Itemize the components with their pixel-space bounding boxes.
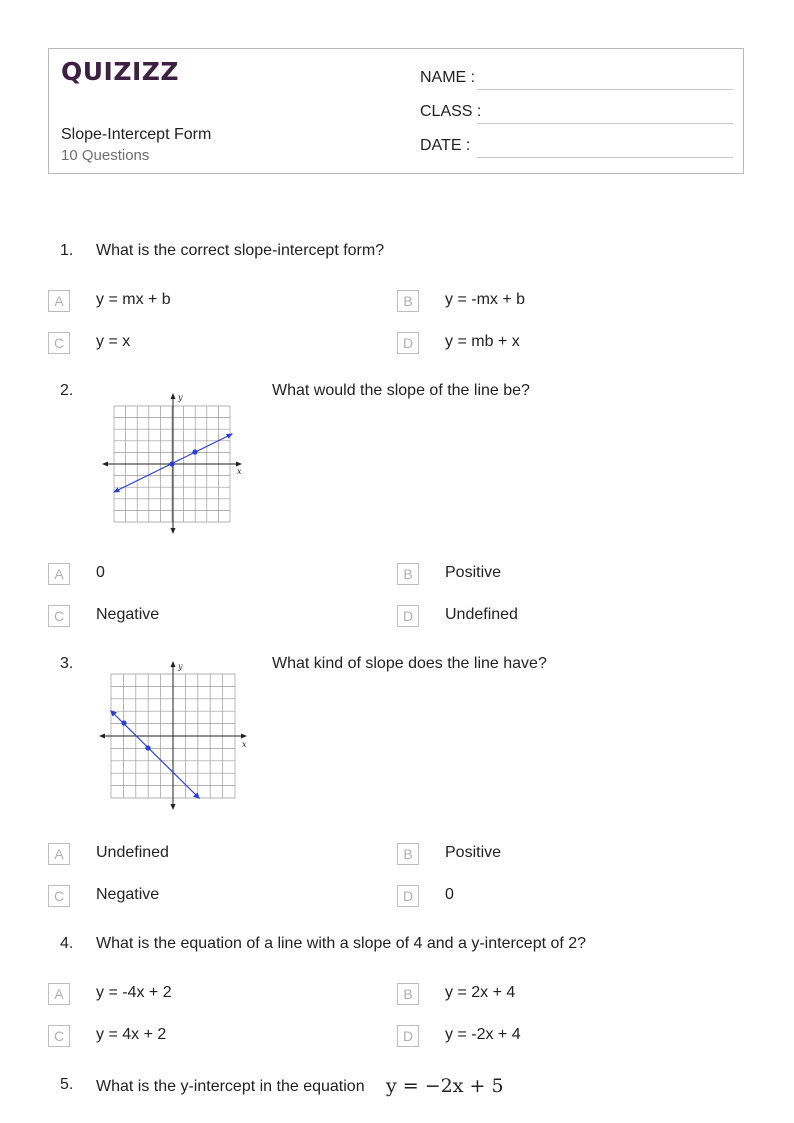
y-axis-arrow-down (171, 804, 176, 810)
q3-option-d-text: 0 (445, 886, 454, 903)
q1-option-d-box[interactable]: D (397, 332, 419, 354)
worksheet-title: Slope-Intercept Form (61, 126, 212, 143)
question-5-equation: y = −2x + 5 (386, 1075, 504, 1097)
date-label: DATE : (420, 137, 471, 154)
question-count: 10 Questions (61, 147, 150, 164)
point-1 (121, 720, 126, 725)
point-1 (169, 461, 174, 466)
q4-option-b-text: y = 2x + 4 (445, 984, 516, 1001)
y-axis-label: y (178, 393, 183, 402)
question-3-text: What kind of slope does the line have? (272, 655, 547, 672)
q2-option-d-text: Undefined (445, 606, 518, 623)
date-line[interactable] (477, 157, 733, 158)
q3-option-c-box[interactable]: C (48, 885, 70, 907)
question-4-number: 4. (60, 935, 74, 952)
x-axis-arrow-left (99, 734, 105, 739)
x-axis-arrow-right (236, 462, 242, 467)
q4-option-a-text: y = -4x + 2 (96, 984, 172, 1001)
q1-option-c-text: y = x (96, 333, 131, 350)
q2-option-d-box[interactable]: D (397, 605, 419, 627)
x-axis-arrow-left (102, 462, 108, 467)
q2-option-c-text: Negative (96, 606, 160, 623)
x-axis-arrow-right (241, 734, 247, 739)
q2-option-a-text: 0 (96, 564, 105, 581)
question-2-number: 2. (60, 382, 74, 399)
y-axis-arrow-up (171, 393, 176, 399)
question-5-number: 5. (60, 1076, 74, 1093)
q1-option-b-box[interactable]: B (397, 290, 419, 312)
q4-option-a-box[interactable]: A (48, 983, 70, 1005)
q3-option-b-text: Positive (445, 844, 502, 861)
q3-option-b-box[interactable]: B (397, 843, 419, 865)
quizizz-logo: QUIZIZZ (61, 57, 180, 86)
q2-option-b-text: Positive (445, 564, 502, 581)
name-label: NAME : (420, 69, 476, 86)
question-2-text: What would the slope of the line be? (272, 382, 530, 399)
class-label: CLASS : (420, 103, 482, 120)
q1-option-a-box[interactable]: A (48, 290, 70, 312)
q3-option-a-text: Undefined (96, 844, 169, 861)
question-1-text: What is the correct slope-intercept form? (96, 242, 385, 259)
y-axis-arrow-up (171, 661, 176, 667)
q1-option-b-text: y = -mx + b (445, 291, 526, 308)
point-2 (145, 745, 150, 750)
y-axis-label: y (178, 662, 183, 671)
q4-option-b-box[interactable]: B (397, 983, 419, 1005)
q3-line-graph (98, 660, 250, 812)
point-2 (192, 449, 197, 454)
q3-option-a-box[interactable]: A (48, 843, 70, 865)
y-axis-arrow-down (171, 528, 176, 534)
q1-option-d-text: y = mb + x (445, 333, 520, 350)
q4-option-d-box[interactable]: D (397, 1025, 419, 1047)
q4-option-c-text: y = 4x + 2 (96, 1026, 167, 1043)
q2-option-a-box[interactable]: A (48, 563, 70, 585)
question-3-number: 3. (60, 655, 74, 672)
q2-option-c-box[interactable]: C (48, 605, 70, 627)
q4-option-c-box[interactable]: C (48, 1025, 70, 1047)
question-5-text: What is the y-intercept in the equation (96, 1078, 365, 1095)
x-axis-label: x (242, 740, 247, 749)
class-line[interactable] (477, 123, 733, 124)
q2-option-b-box[interactable]: B (397, 563, 419, 585)
q1-option-a-text: y = mx + b (96, 291, 171, 308)
worksheet-header (48, 48, 744, 174)
q1-option-c-box[interactable]: C (48, 332, 70, 354)
name-line[interactable] (477, 89, 733, 90)
x-axis-label: x (237, 467, 242, 476)
q4-option-d-text: y = -2x + 4 (445, 1026, 521, 1043)
question-4-text: What is the equation of a line with a slope of 4 and a y-intercept of 2? (96, 935, 587, 952)
q3-option-c-text: Negative (96, 886, 160, 903)
question-1-number: 1. (60, 242, 74, 259)
q3-option-d-box[interactable]: D (397, 885, 419, 907)
q2-line-graph (100, 392, 246, 536)
